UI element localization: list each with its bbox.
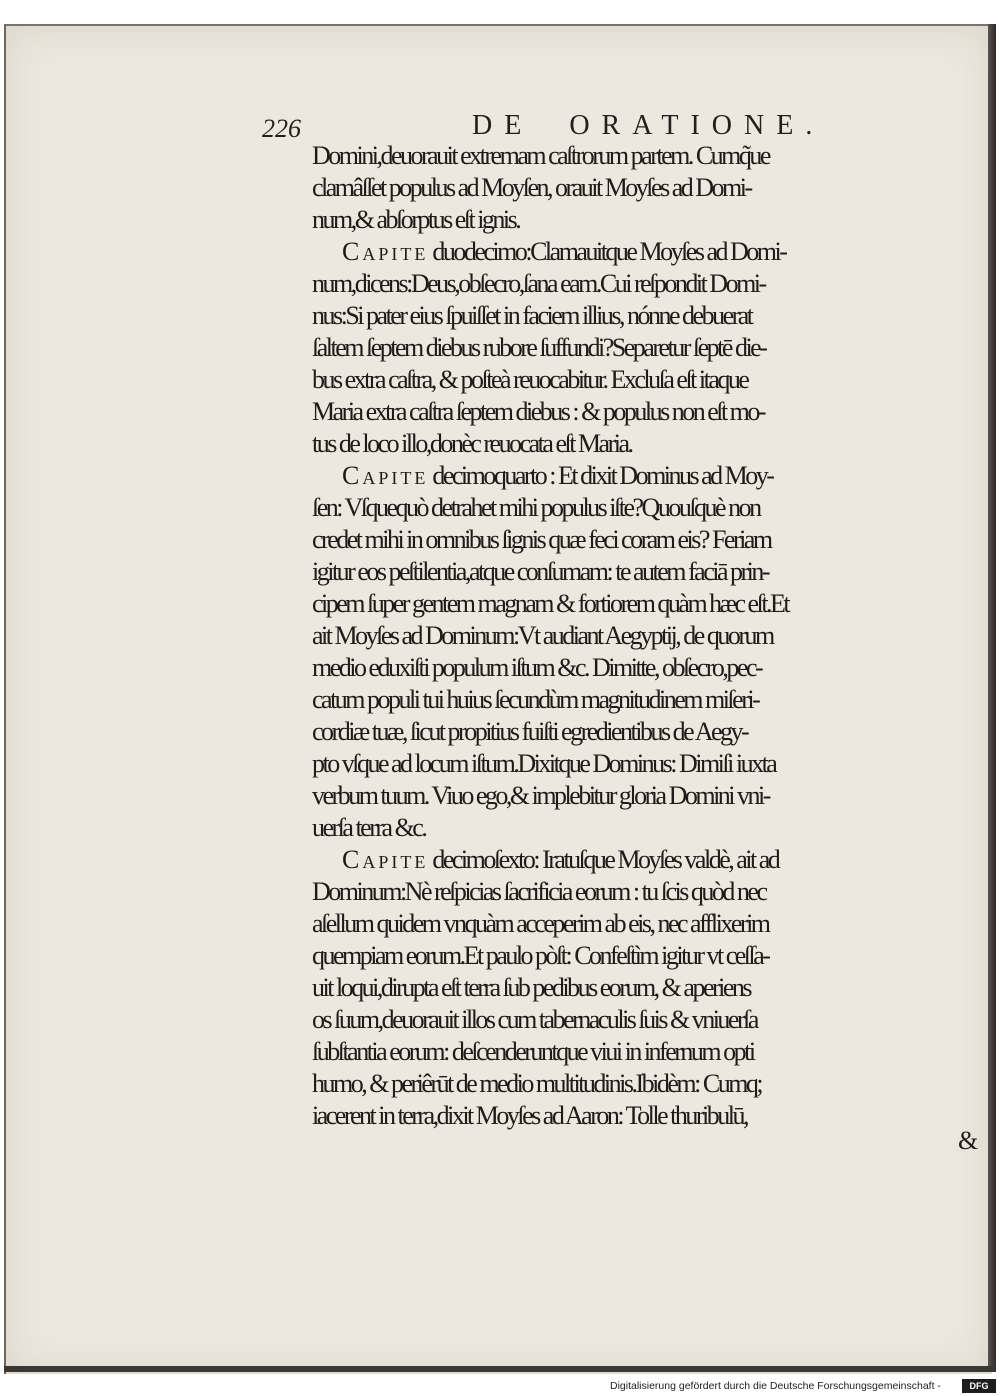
- line-text: clamâſſet populus ad Moyſen, orauit Moyſes ad Domi-: [312, 173, 751, 202]
- text-line: [312, 908, 1000, 940]
- text-line: [312, 652, 1000, 684]
- line-text: decimoquarto : Et dixit Dominus ad Moy-: [428, 461, 773, 490]
- line-text: Maria extra caſtra ſeptem diebus : & populus non eſt mo-: [312, 397, 765, 426]
- chapter-lead-word: Capite: [342, 845, 429, 874]
- text-line: [312, 876, 1000, 908]
- text-line: [312, 492, 1000, 524]
- text-line: [312, 588, 1000, 620]
- line-text: uerſa terra &c.: [312, 813, 426, 842]
- running-head: [472, 110, 824, 142]
- text-line: [312, 172, 1000, 204]
- line-text: aſellum quidem vnquàm acceperim ab eis, nec afflixerim: [312, 909, 769, 938]
- line-text: quempiam eorum.Et paulo pòſt: Confeſtìm igitur vt ceſſa-: [312, 941, 769, 970]
- text-line: [312, 684, 1000, 716]
- line-text: catum populi tui huius ſecundùm magnitudinem miſeri-: [312, 685, 759, 714]
- line-text: ſaltem ſeptem diebus rubore ſuffundi?Separetur ſeptē die-: [312, 333, 766, 362]
- line-text: cordiæ tuæ, ſicut propitius fuiſti egredientibus de Aegy-: [312, 717, 748, 746]
- line-text: duodecimo:Clamauitque Moyſes ad Domi-: [428, 237, 786, 266]
- line-text: pto vſque ad locum iſtum.Dixitque Dominus: Dimiſi iuxta: [312, 749, 776, 778]
- running-head-right: ORATIONE.: [569, 110, 825, 141]
- line-text: bus extra caſtra, & poſteà reuocabitur. Excluſa eſt itaque: [312, 365, 748, 394]
- body-text: [312, 140, 1000, 1132]
- text-line: [312, 812, 1000, 844]
- catchword: &: [958, 1126, 979, 1155]
- line-text: iacerent in terra,dixit Moyſes ad Aaron: Tolle thuribulū,: [312, 1101, 747, 1130]
- page-number: 226: [262, 114, 301, 143]
- text-line: [312, 780, 1000, 812]
- text-line: [312, 1068, 1000, 1100]
- line-text: credet mihi in omnibus ſignis quæ feci coram eis? Feriam: [312, 525, 771, 554]
- line-text: uit loqui,dirupta eſt terra ſub pedibus eorum, & aperiens: [312, 973, 751, 1002]
- text-line: [312, 940, 1000, 972]
- text-line: [312, 1036, 1000, 1068]
- page-edge-bottom: [4, 1366, 996, 1372]
- digitization-credit: Digitalisierung gefördert durch die Deutsche Forschungsgemeinschaft -: [610, 1380, 941, 1392]
- text-line: [312, 716, 1000, 748]
- line-text: medio eduxiſti populum iſtum &c. Dimitte, obſecro,pec-: [312, 653, 762, 682]
- text-line: [312, 332, 1000, 364]
- text-line: [312, 460, 1000, 492]
- running-head-left: DE: [472, 110, 534, 141]
- text-line: [312, 236, 1000, 268]
- line-text: Dominum:Nè reſpicias ſacrificia eorum : tu ſcis quòd nec: [312, 877, 766, 906]
- text-line: [312, 1100, 1000, 1132]
- text-line: [312, 428, 1000, 460]
- text-line: [312, 396, 1000, 428]
- chapter-lead-word: Capite: [342, 237, 429, 266]
- line-text: ait Moyſes ad Dominum:Vt audiant Aegyptij, de quorum: [312, 621, 773, 650]
- line-text: humo, & periêrūt de medio multitudinis.Ibidèm: Cumq;: [312, 1069, 762, 1098]
- text-line: [312, 748, 1000, 780]
- text-line: [312, 620, 1000, 652]
- text-line: [312, 204, 1000, 236]
- text-line: [312, 844, 1000, 876]
- line-text: num,dicens:Deus,obſecro,ſana eam.Cui reſpondit Domi-: [312, 269, 765, 298]
- text-line: [312, 140, 1000, 172]
- line-text: num,& abſorptus eſt ignis.: [312, 205, 520, 234]
- line-text: cipem ſuper gentem magnam & fortiorem quàm hæc eſt.Et: [312, 589, 789, 618]
- chapter-lead-word: Capite: [342, 461, 429, 490]
- line-text: ſubſtantia eorum: deſcenderuntque viui in infernum opti: [312, 1037, 754, 1066]
- text-line: [312, 268, 1000, 300]
- text-line: [312, 300, 1000, 332]
- line-text: ſen: Vſquequò detrahet mihi populus iſte?Quouſquè non: [312, 493, 760, 522]
- text-line: [312, 972, 1000, 1004]
- line-text: decimoſexto: Iratuſque Moyſes valdè, ait ad: [428, 845, 779, 874]
- text-line: [312, 524, 1000, 556]
- dfg-logo: DFG: [962, 1379, 996, 1393]
- line-text: igitur eos peſtilentia,atque conſumam: te autem faciā prin-: [312, 557, 769, 586]
- line-text: Domini,deuorauit extremam caſtrorum partem. Cumq̃ue: [312, 141, 769, 170]
- text-line: [312, 364, 1000, 396]
- line-text: verbum tuum. Viuo ego,& implebitur gloria Domini vni-: [312, 781, 769, 810]
- line-text: tus de loco illo,donèc reuocata eſt Maria.: [312, 429, 632, 458]
- line-text: nus:Si pater eius ſpuiſſet in faciem illius, nónne debuerat: [312, 301, 752, 330]
- text-line: [312, 1004, 1000, 1036]
- line-text: os ſuum,deuorauit illos cum tabernaculis ſuis & vniuerſa: [312, 1005, 757, 1034]
- text-line: [312, 556, 1000, 588]
